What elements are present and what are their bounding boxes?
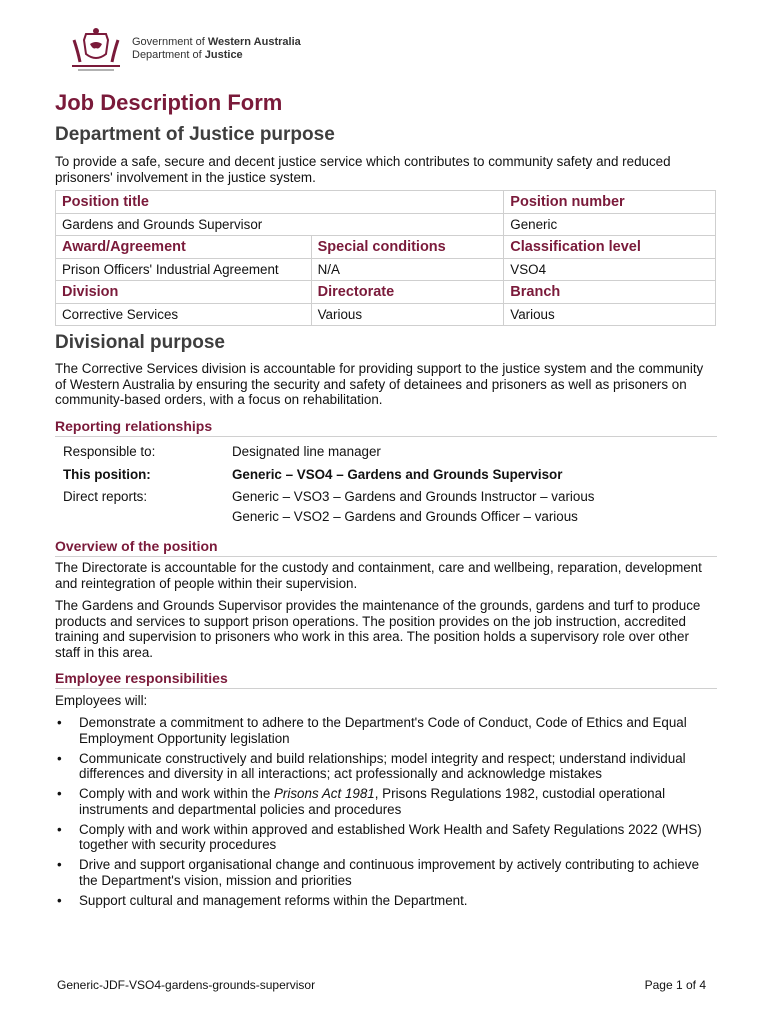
divisional-purpose-heading: Divisional purpose	[55, 332, 225, 353]
classification-label: Classification level	[504, 236, 716, 259]
this-position-value: Generic – VSO4 – Gardens and Grounds Supervisor	[232, 467, 563, 482]
position-title-label: Position title	[56, 191, 504, 214]
purpose-text: To provide a safe, secure and decent justice service which contributes to community safety and reduced prisoners' involvement in the justice system.	[55, 154, 671, 185]
footer-doc-id: Generic-JDF-VSO4-gardens-grounds-supervisor	[57, 978, 316, 992]
list-item: • Comply with and work within approved and established Work Health and Safety Regulations 2022 (WHS) together with security procedures	[55, 822, 715, 853]
division-value: Corrective Services	[56, 304, 312, 326]
position-number-label: Position number	[504, 191, 716, 214]
award-value: Prison Officers' Industrial Agreement	[56, 259, 312, 281]
logo-line1-prefix: Government of	[132, 36, 208, 48]
this-position-label: This position:	[63, 467, 151, 482]
special-conditions-value: N/A	[311, 259, 504, 281]
responsible-value: Designated line manager	[232, 444, 381, 459]
responsibilities-intro: Employees will:	[55, 693, 148, 708]
responsibilities-heading: Employee responsibilities	[55, 670, 717, 689]
list-item	[55, 786, 715, 817]
responsible-label: Responsible to:	[63, 444, 156, 459]
divisional-purpose-text: The Corrective Services division is accountable for providing support to the justice system and the community of Western Australia by ensuring the security and safety of detainees and prisoners as well as prisoners on community-based orders, with a focus on rehabilitation.	[55, 361, 704, 407]
branch-label: Branch	[504, 281, 716, 304]
overview-para-1: The Directorate is accountable for the custody and containment, care and wellbeing, reparation, development and reintegration of people within their supervision.	[55, 560, 702, 591]
reporting-heading: Reporting relationships	[55, 418, 717, 437]
item3-suffix: , Prisons Regulations 1982, custodial operational instruments and departmental policies and procedures	[79, 786, 666, 817]
direct-reports-label: Direct reports:	[63, 489, 148, 504]
directorate-value: Various	[311, 304, 504, 326]
responsibilities-list	[55, 715, 715, 913]
position-title-value: Gardens and Grounds Supervisor	[56, 214, 504, 236]
division-label: Division	[56, 281, 312, 304]
coat-of-arms-icon	[72, 28, 120, 70]
position-info-table	[55, 190, 716, 326]
direct-report-2: Generic – VSO2 – Gardens and Grounds Officer – various	[232, 509, 578, 524]
list-item: • Drive and support organisational change and continuous improvement by actively contributing to achieve the Department's vision, mission and priorities	[55, 857, 715, 888]
position-number-value: Generic	[504, 214, 716, 236]
special-conditions-label: Special conditions	[311, 236, 504, 259]
logo-line2-prefix: Department of	[132, 49, 205, 61]
list-item: • Support cultural and management reforms within the Department.	[55, 893, 715, 909]
directorate-label: Directorate	[311, 281, 504, 304]
list-item: • Demonstrate a commitment to adhere to the Department's Code of Conduct, Code of Ethics and Equal Employment Opportunity legislation	[55, 715, 715, 746]
overview-para-2: The Gardens and Grounds Supervisor provides the maintenance of the grounds, gardens and turf to produce products and services to support prison operations. The position provides on the job instruction, accredited training and supervision to prisoners who work in this area. The position holds a supervisory role over other staff in this area.	[55, 598, 701, 660]
logo-line1-bold: Western Australia	[207, 36, 301, 48]
award-label: Award/Agreement	[56, 236, 312, 259]
direct-report-1: Generic – VSO3 – Gardens and Grounds Instructor – various	[232, 489, 595, 504]
overview-heading: Overview of the position	[55, 538, 717, 557]
branch-value: Various	[504, 304, 716, 326]
logo-line2-bold: Justice	[204, 49, 243, 61]
footer-page-number: Page 1 of 4	[644, 978, 706, 992]
item3-italic: Prisons Act 1981	[274, 786, 375, 801]
classification-value: VSO4	[504, 259, 716, 281]
purpose-heading: Department of Justice purpose	[55, 124, 335, 145]
item3-prefix: Comply with and work within the	[79, 786, 274, 801]
logo-text	[132, 36, 301, 62]
list-item: • Communicate constructively and build relationships; model integrity and respect; understand individual differences and diversity in all interactions; act professionally and acknowledge mistakes	[55, 751, 715, 782]
page-title: Job Description Form	[55, 90, 283, 115]
